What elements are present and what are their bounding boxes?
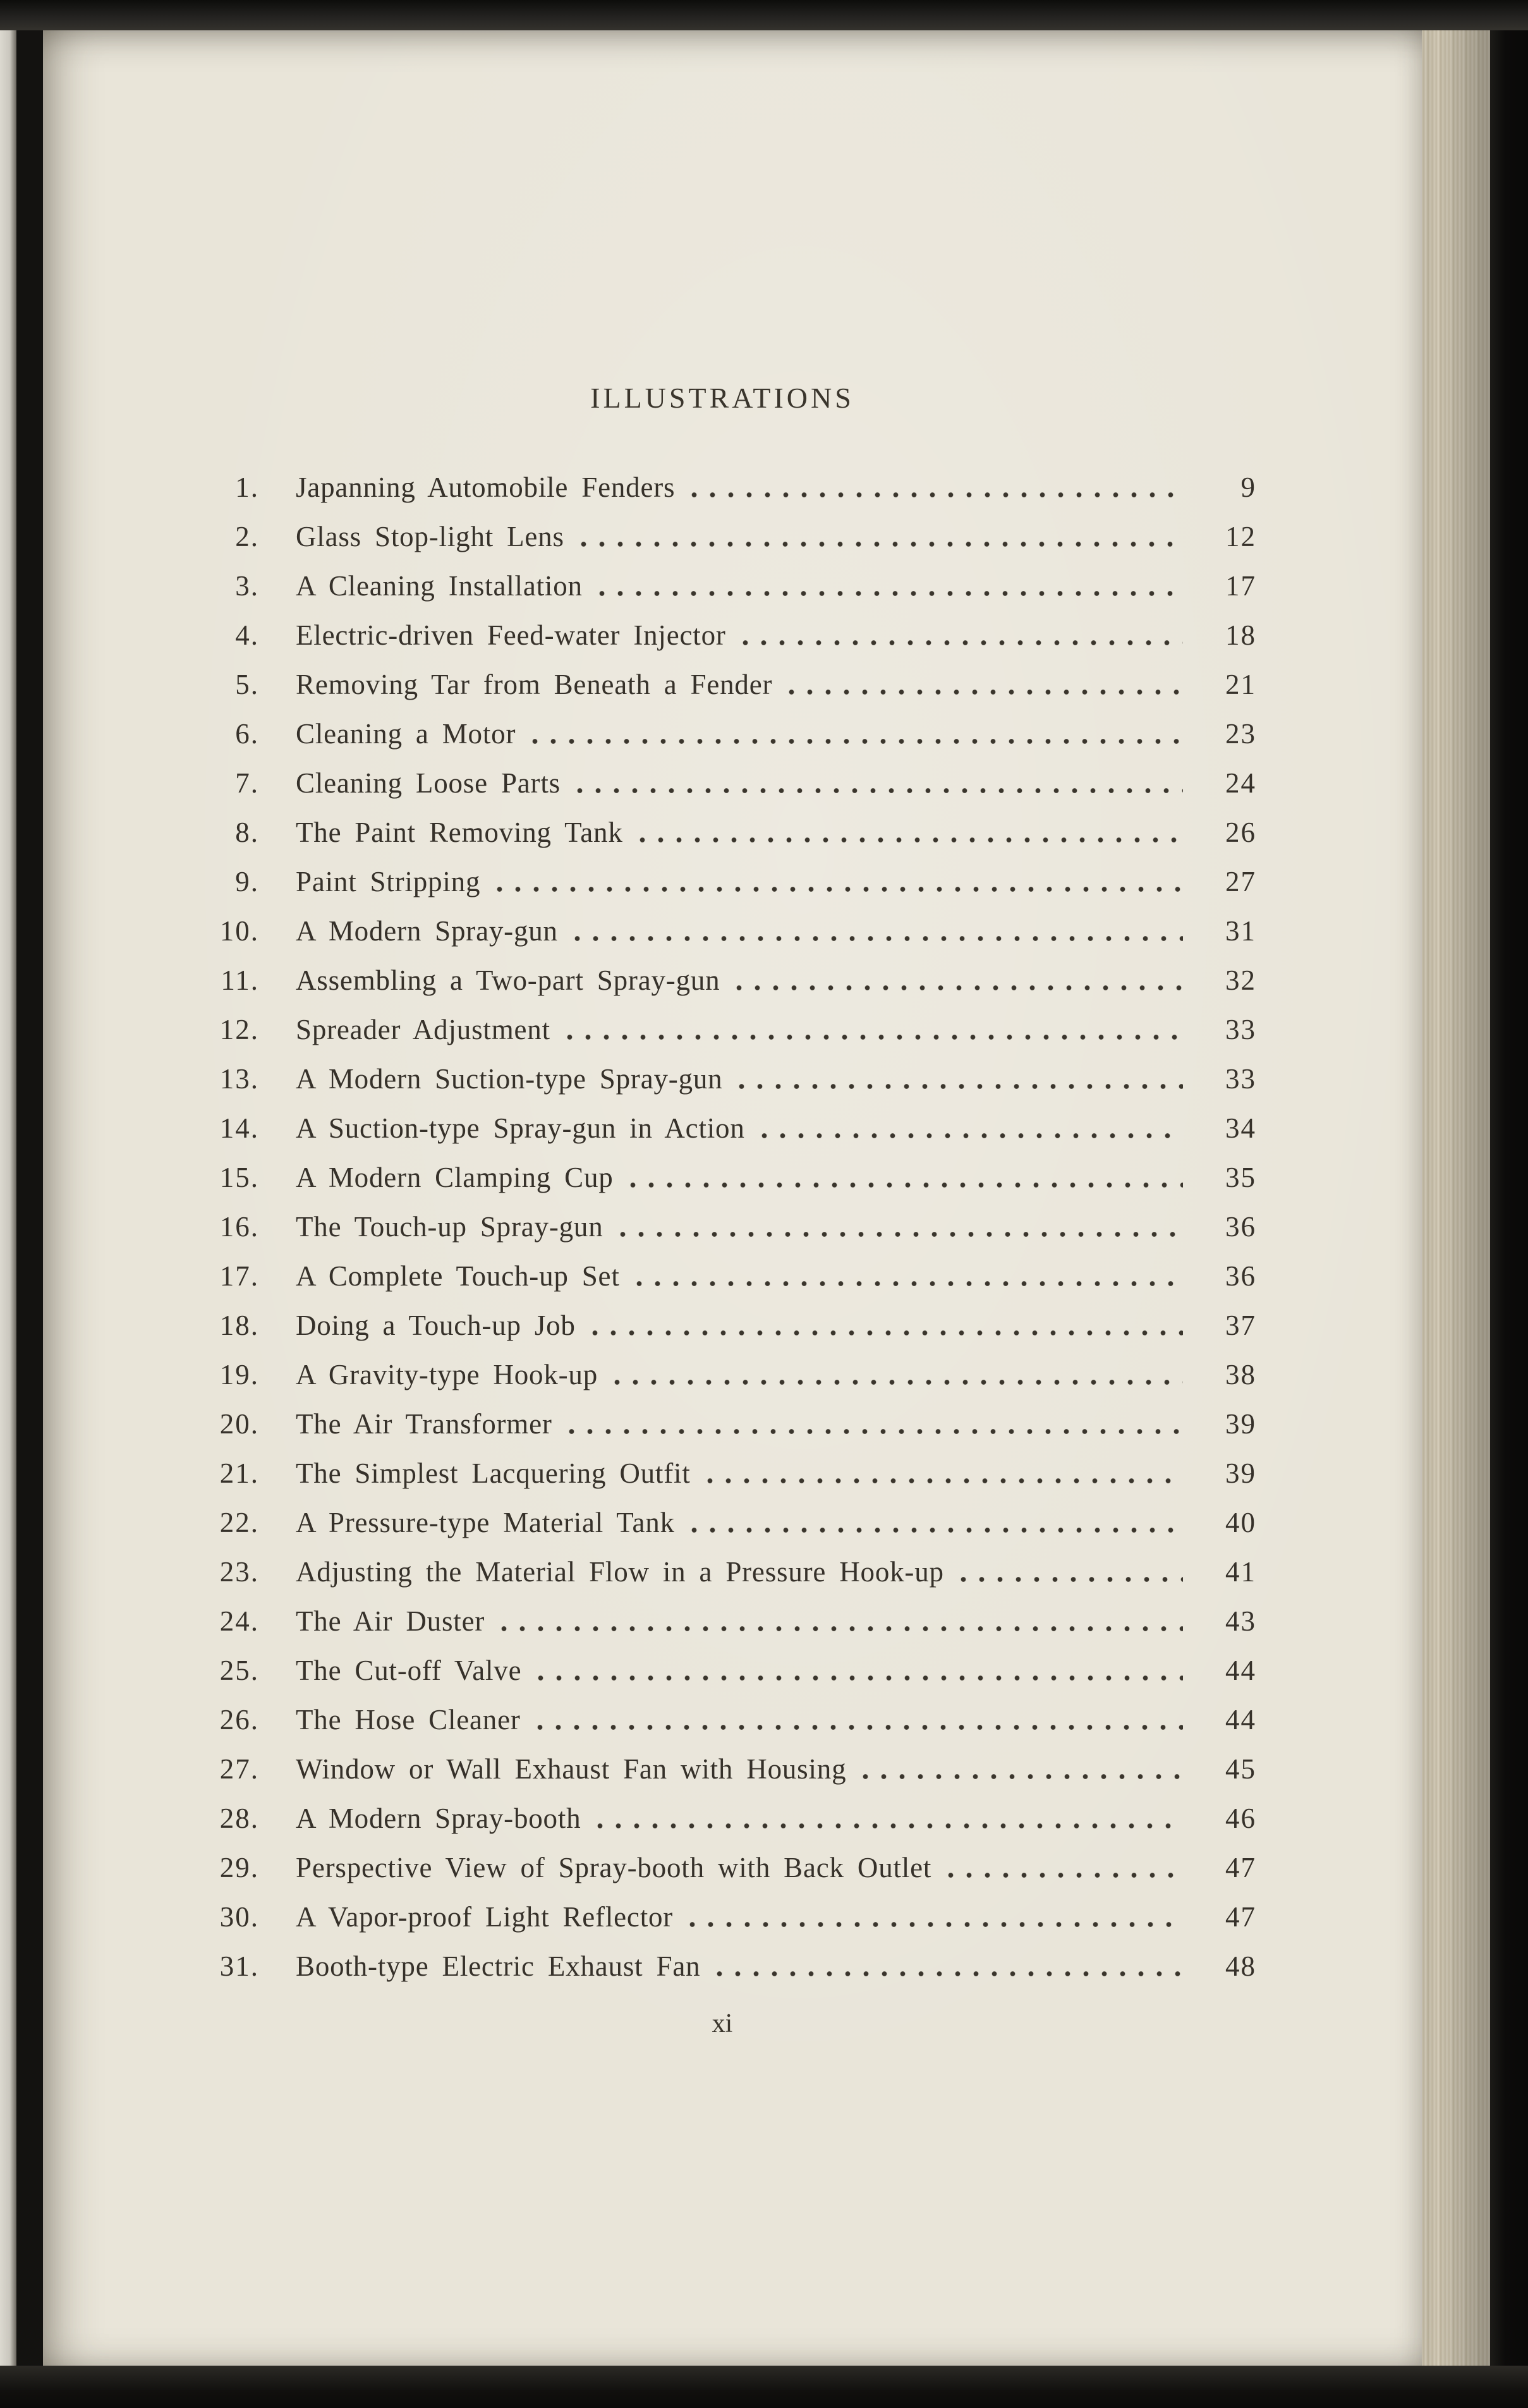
leader-dots [586, 1330, 1183, 1335]
toc-entry [188, 1646, 1256, 1695]
entry-page-number: 9 [1240, 471, 1256, 503]
entry-title: A Modern Clamping Cup [296, 1162, 614, 1193]
entry-title: Cleaning Loose Parts [296, 767, 561, 799]
leader-dots [630, 1281, 1183, 1286]
entry-number: 23. [219, 1556, 259, 1588]
leader-dots [755, 1133, 1183, 1138]
leader-dots [591, 1823, 1183, 1828]
entry-number: 29. [219, 1852, 259, 1883]
book-page [43, 30, 1422, 2366]
entry-title: A Complete Touch-up Set [296, 1260, 620, 1292]
entry-page-number: 34 [1225, 1112, 1256, 1144]
entry-page-number: 27 [1225, 866, 1256, 897]
toc-entry [188, 1547, 1256, 1596]
entry-page-number: 18 [1225, 619, 1256, 651]
entry-page-number: 44 [1225, 1655, 1256, 1686]
leader-dots [685, 1528, 1183, 1533]
leader-dots [732, 1084, 1183, 1089]
entry-page-number: 40 [1225, 1507, 1256, 1538]
entry-title: A Modern Spray-booth [296, 1803, 581, 1834]
entry-title: The Hose Cleaner [296, 1704, 521, 1736]
page-folio: xi [712, 2009, 733, 2038]
toc-entry [188, 1104, 1256, 1153]
bottom-binding [0, 2366, 1528, 2408]
leader-dots [490, 887, 1183, 892]
entry-number: 19. [219, 1359, 259, 1390]
entry-title: Adjusting the Material Flow in a Pressure Hook-up [296, 1556, 944, 1588]
entry-title: The Simplest Lacquering Outfit [296, 1457, 691, 1489]
toc-entry [188, 1695, 1256, 1744]
entry-title: A Suction-type Spray-gun in Action [296, 1112, 745, 1144]
toc-entry [188, 1005, 1256, 1054]
entry-page-number: 33 [1225, 1014, 1256, 1045]
entry-title: A Modern Suction-type Spray-gun [296, 1063, 723, 1095]
entry-page-number: 39 [1225, 1408, 1256, 1440]
leader-dots [736, 640, 1183, 645]
entry-title: A Vapor-proof Light Reflector [296, 1901, 674, 1933]
illustrations-list [188, 463, 1256, 1991]
entry-number: 3. [235, 570, 259, 602]
entry-page-number: 36 [1225, 1260, 1256, 1292]
leader-dots [624, 1183, 1183, 1188]
entry-number: 16. [219, 1211, 259, 1243]
entry-number: 31. [219, 1950, 259, 1982]
entry-page-number: 47 [1225, 1852, 1256, 1883]
entry-page-number: 37 [1225, 1310, 1256, 1341]
toc-entry [188, 1153, 1256, 1202]
leader-dots [730, 985, 1183, 990]
toc-entry [188, 1794, 1256, 1843]
toc-entry [188, 1054, 1256, 1104]
toc-entry [188, 758, 1256, 808]
toc-entry [188, 1449, 1256, 1498]
entry-number: 30. [219, 1901, 259, 1933]
entry-number: 1. [235, 471, 259, 503]
toc-entry [188, 561, 1256, 611]
toc-entry [188, 906, 1256, 956]
entry-page-number: 47 [1225, 1901, 1256, 1933]
entry-title: Removing Tar from Beneath a Fender [296, 669, 773, 700]
entry-title: Window or Wall Exhaust Fan with Housing [296, 1753, 847, 1785]
leader-dots [531, 1675, 1183, 1681]
toc-entry [188, 463, 1256, 512]
entry-page-number: 31 [1225, 915, 1256, 947]
leader-dots [571, 788, 1183, 793]
entry-title: A Modern Spray-gun [296, 915, 558, 947]
entry-number: 4. [235, 619, 259, 651]
leader-dots [782, 690, 1183, 695]
leader-dots [683, 1922, 1183, 1927]
entry-page-number: 44 [1225, 1704, 1256, 1736]
entry-title: Glass Stop-light Lens [296, 521, 564, 552]
entry-page-number: 38 [1225, 1359, 1256, 1390]
entry-title: Doing a Touch-up Job [296, 1310, 576, 1341]
entry-page-number: 17 [1225, 570, 1256, 602]
entry-title: Electric-driven Feed-water Injector [296, 619, 726, 651]
entry-number: 7. [235, 767, 259, 799]
entry-page-number: 36 [1225, 1211, 1256, 1243]
entry-page-number: 26 [1225, 817, 1256, 848]
entry-title: The Air Transformer [296, 1408, 552, 1440]
entry-number: 2. [235, 521, 259, 552]
toc-entry [188, 1843, 1256, 1892]
fore-edge-pages [1422, 30, 1490, 2366]
leader-dots [495, 1626, 1183, 1631]
entry-title: Booth-type Electric Exhaust Fan [296, 1950, 701, 1982]
entry-number: 13. [219, 1063, 259, 1095]
left-page-edge [0, 0, 16, 2408]
leader-dots [856, 1774, 1183, 1779]
entry-number: 17. [219, 1260, 259, 1292]
leader-dots [710, 1971, 1183, 1976]
entry-number: 27. [219, 1753, 259, 1785]
entry-title: The Air Duster [296, 1605, 485, 1637]
right-binding [1490, 0, 1528, 2408]
leader-dots [562, 1429, 1183, 1434]
toc-entry [188, 857, 1256, 906]
entry-page-number: 43 [1225, 1605, 1256, 1637]
entry-number: 21. [219, 1457, 259, 1489]
toc-entry [188, 956, 1256, 1005]
entry-number: 6. [235, 718, 259, 750]
entry-title: Perspective View of Spray-booth with Back Outlet [296, 1852, 932, 1883]
toc-entry [188, 611, 1256, 660]
leader-dots [526, 739, 1183, 744]
entry-number: 11. [221, 964, 259, 996]
toc-entry [188, 512, 1256, 561]
leader-dots [561, 1035, 1183, 1040]
entry-number: 5. [235, 669, 259, 700]
entry-page-number: 21 [1225, 669, 1256, 700]
leader-dots [701, 1478, 1183, 1483]
toc-entry [188, 1596, 1256, 1646]
entry-page-number: 39 [1225, 1457, 1256, 1489]
toc-entry [188, 1202, 1256, 1251]
entry-number: 18. [219, 1310, 259, 1341]
entry-page-number: 12 [1225, 521, 1256, 552]
leader-dots [942, 1873, 1183, 1878]
entry-number: 20. [219, 1408, 259, 1440]
entry-page-number: 41 [1225, 1556, 1256, 1588]
entry-number: 10. [219, 915, 259, 947]
toc-entry [188, 1498, 1256, 1547]
entry-title: A Cleaning Installation [296, 570, 583, 602]
toc-entry [188, 1399, 1256, 1449]
entry-title: The Paint Removing Tank [296, 817, 623, 848]
entry-number: 14. [219, 1112, 259, 1144]
entry-number: 24. [219, 1605, 259, 1637]
entry-number: 12. [219, 1014, 259, 1045]
entry-title: A Pressure-type Material Tank [296, 1507, 675, 1538]
entry-number: 9. [235, 866, 259, 897]
leader-dots [531, 1725, 1183, 1730]
entry-number: 25. [219, 1655, 259, 1686]
entry-title: The Cut-off Valve [296, 1655, 522, 1686]
entry-title: Assembling a Two-part Spray-gun [296, 964, 720, 996]
entry-number: 15. [219, 1162, 259, 1193]
leader-dots [574, 542, 1183, 547]
toc-entry [188, 808, 1256, 857]
entry-page-number: 24 [1225, 767, 1256, 799]
leader-dots [568, 936, 1183, 941]
toc-entry [188, 709, 1256, 758]
toc-entry [188, 1942, 1256, 1991]
entry-title: Japanning Automobile Fenders [296, 471, 676, 503]
leader-dots [608, 1380, 1183, 1385]
toc-entry [188, 1350, 1256, 1399]
toc-entry [188, 1301, 1256, 1350]
entry-page-number: 35 [1225, 1162, 1256, 1193]
toc-entry [188, 1892, 1256, 1942]
entry-number: 28. [219, 1803, 259, 1834]
entry-page-number: 45 [1225, 1753, 1256, 1785]
entry-page-number: 48 [1225, 1950, 1256, 1982]
entry-title: Spreader Adjustment [296, 1014, 550, 1045]
leader-dots [633, 837, 1183, 842]
entry-number: 26. [219, 1704, 259, 1736]
leader-dots [954, 1577, 1183, 1582]
entry-title: Paint Stripping [296, 866, 481, 897]
entry-number: 22. [219, 1507, 259, 1538]
top-binding [0, 0, 1528, 30]
leader-dots [614, 1232, 1183, 1237]
toc-entry [188, 1251, 1256, 1301]
entry-title: The Touch-up Spray-gun [296, 1211, 603, 1243]
entry-title: A Gravity-type Hook-up [296, 1359, 598, 1390]
entry-page-number: 23 [1225, 718, 1256, 750]
leader-dots [685, 492, 1183, 497]
entry-title: Cleaning a Motor [296, 718, 516, 750]
entry-page-number: 33 [1225, 1063, 1256, 1095]
page-title: ILLUSTRATIONS [590, 382, 854, 414]
entry-number: 8. [235, 817, 259, 848]
leader-dots [593, 591, 1183, 596]
entry-page-number: 46 [1225, 1803, 1256, 1834]
entry-page-number: 32 [1225, 964, 1256, 996]
toc-entry [188, 660, 1256, 709]
toc-entry [188, 1744, 1256, 1794]
